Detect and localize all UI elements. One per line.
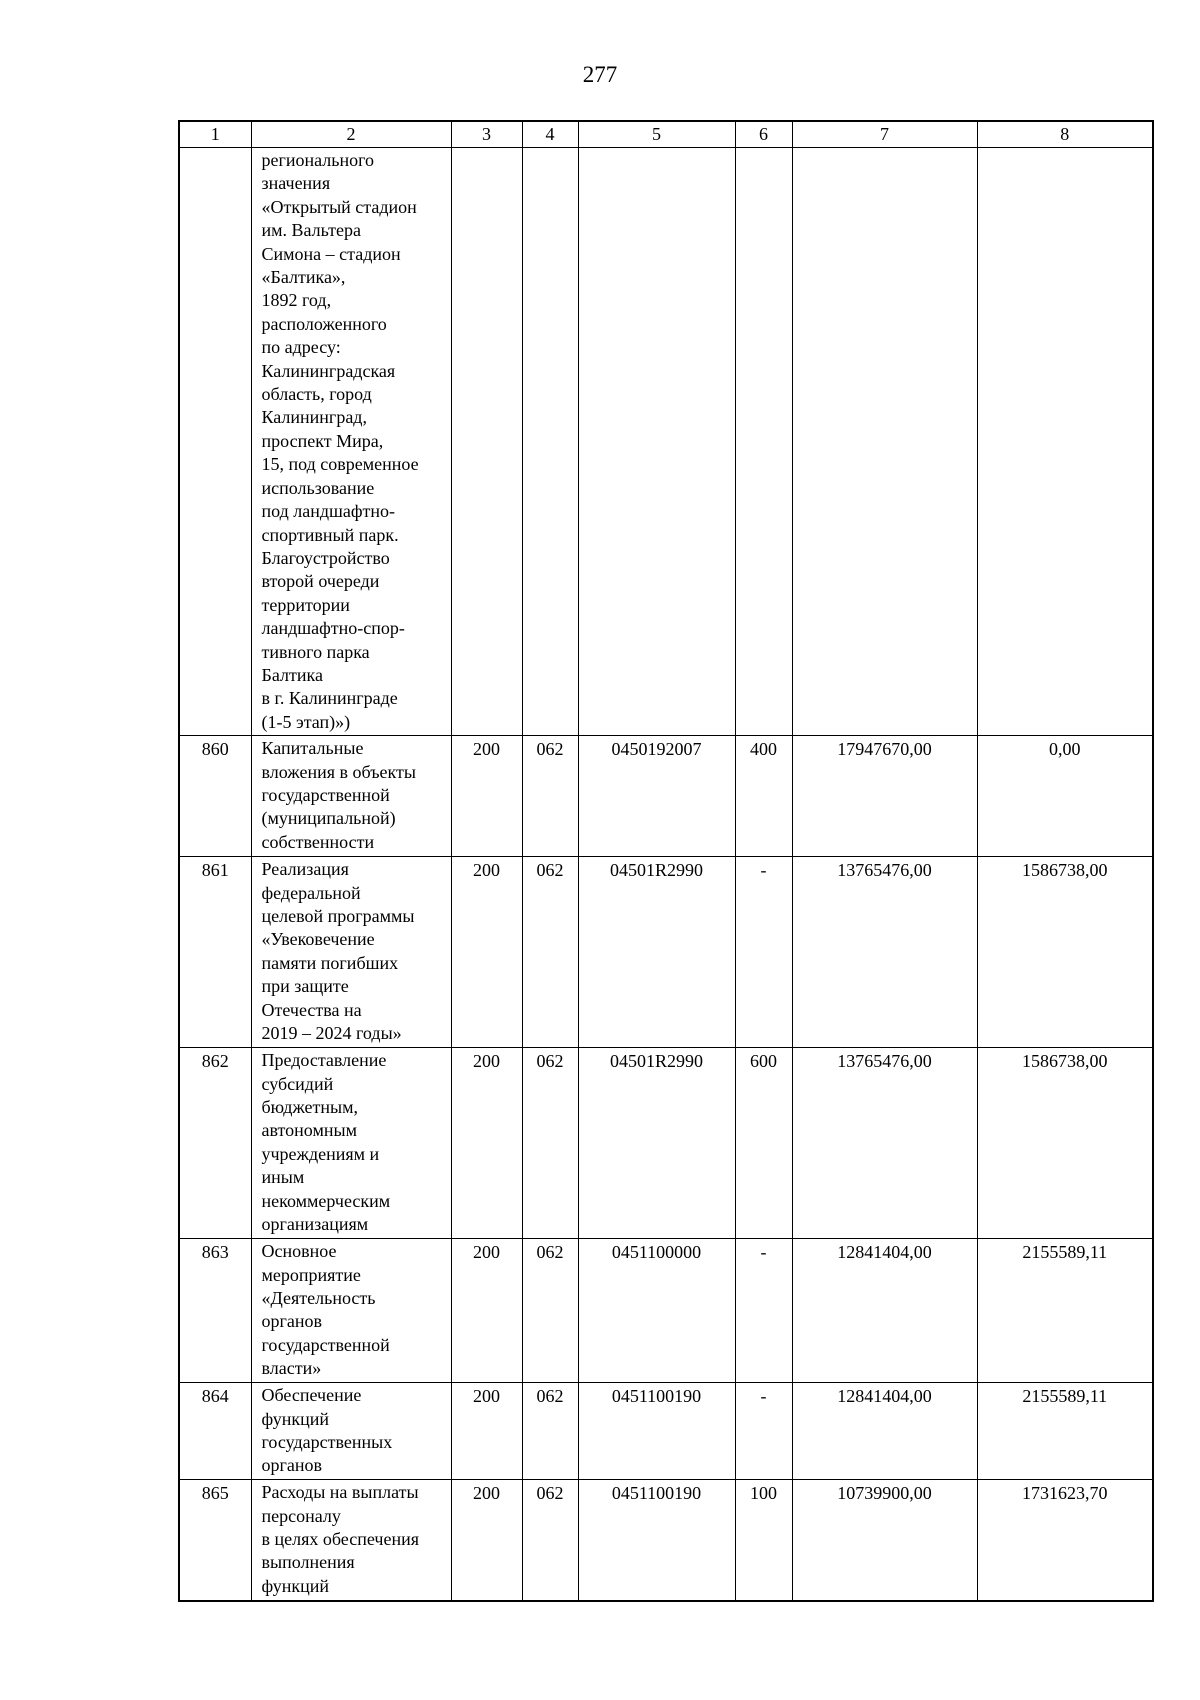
cell-col4: 062 xyxy=(522,1383,578,1480)
cell-col7: 13765476,00 xyxy=(792,857,977,1048)
cell-col6: 400 xyxy=(735,736,792,857)
column-header: 8 xyxy=(977,121,1153,148)
cell-col8: 1731623,70 xyxy=(977,1480,1153,1602)
cell-col3: 200 xyxy=(451,1048,522,1239)
column-header: 7 xyxy=(792,121,977,148)
cell-col3: 200 xyxy=(451,857,522,1048)
cell-col7: 13765476,00 xyxy=(792,1048,977,1239)
cell-col7: 12841404,00 xyxy=(792,1239,977,1383)
cell-col7: 10739900,00 xyxy=(792,1480,977,1602)
row-number-cell: 864 xyxy=(179,1383,251,1480)
cell-col8: 1586738,00 xyxy=(977,857,1153,1048)
cell-col6: - xyxy=(735,1239,792,1383)
cell-col4: 062 xyxy=(522,857,578,1048)
cell-col7: 17947670,00 xyxy=(792,736,977,857)
row-description-cell: Предоставление субсидий бюджетным, автономным учреждениям и иным некоммерческим организациям xyxy=(251,1048,451,1239)
row-number-cell: 860 xyxy=(179,736,251,857)
cell-col8: 1586738,00 xyxy=(977,1048,1153,1239)
cell-col7 xyxy=(792,148,977,736)
cell-col6: - xyxy=(735,1383,792,1480)
table-row-continuation xyxy=(179,148,1153,736)
budget-table xyxy=(178,120,1154,1602)
cell-col5: 0450192007 xyxy=(578,736,735,857)
cell-col4 xyxy=(522,148,578,736)
cell-col3: 200 xyxy=(451,736,522,857)
row-description-cell: Капитальные вложения в объекты государственной (муниципальной) собственности xyxy=(251,736,451,857)
cell-col3 xyxy=(451,148,522,736)
row-number-cell: 862 xyxy=(179,1048,251,1239)
row-description-cell: Обеспечение функций государственных органов xyxy=(251,1383,451,1480)
cell-col4: 062 xyxy=(522,1480,578,1602)
cell-col5: 0451100190 xyxy=(578,1480,735,1602)
cell-col3: 200 xyxy=(451,1383,522,1480)
cell-col3: 200 xyxy=(451,1239,522,1383)
cell-col4: 062 xyxy=(522,736,578,857)
table-row xyxy=(179,736,1153,857)
row-number-cell: 863 xyxy=(179,1239,251,1383)
cell-col3: 200 xyxy=(451,1480,522,1602)
cell-col8: 2155589,11 xyxy=(977,1239,1153,1383)
cell-col7: 12841404,00 xyxy=(792,1383,977,1480)
table-row xyxy=(179,1239,1153,1383)
cell-col5: 04501R2990 xyxy=(578,857,735,1048)
row-description-cell: Реализация федеральной целевой программы «Увековечение памяти погибших при защите Отечества на 2019 – 2024 годы» xyxy=(251,857,451,1048)
table-row xyxy=(179,857,1153,1048)
cell-col5: 0451100190 xyxy=(578,1383,735,1480)
cell-col6: 100 xyxy=(735,1480,792,1602)
table-row xyxy=(179,1480,1153,1602)
cell-col8: 2155589,11 xyxy=(977,1383,1153,1480)
row-number-cell: 865 xyxy=(179,1480,251,1602)
cell-col6: - xyxy=(735,857,792,1048)
cell-col4: 062 xyxy=(522,1048,578,1239)
column-header: 1 xyxy=(179,121,251,148)
row-number-cell xyxy=(179,148,251,736)
column-header: 6 xyxy=(735,121,792,148)
table-row xyxy=(179,1383,1153,1480)
column-header: 3 xyxy=(451,121,522,148)
column-header: 2 xyxy=(251,121,451,148)
table-row xyxy=(179,1048,1153,1239)
cell-col5: 04501R2990 xyxy=(578,1048,735,1239)
row-description-cell: регионального значения «Открытый стадион им. Вальтера Симона – стадион «Балтика», 1892 год, расположенного по адресу: Калининградская область, город Калининград, проспект Мира, 15, под современное использование под ландшафтно- спортивный парк. Благоустройство второй очереди территории ландшафтно-спор- тивного парка Балтика в г. Калининграде (1-5 этап)») xyxy=(251,148,451,736)
row-number-cell: 861 xyxy=(179,857,251,1048)
column-header: 4 xyxy=(522,121,578,148)
cell-col5 xyxy=(578,148,735,736)
cell-col4: 062 xyxy=(522,1239,578,1383)
cell-col6: 600 xyxy=(735,1048,792,1239)
cell-col5: 0451100000 xyxy=(578,1239,735,1383)
page-number: 277 xyxy=(582,62,618,87)
row-description-cell: Расходы на выплаты персоналу в целях обеспечения выполнения функций xyxy=(251,1480,451,1602)
cell-col6 xyxy=(735,148,792,736)
column-header: 5 xyxy=(578,121,735,148)
cell-col8 xyxy=(977,148,1153,736)
cell-col8: 0,00 xyxy=(977,736,1153,857)
row-description-cell: Основное мероприятие «Деятельность органов государственной власти» xyxy=(251,1239,451,1383)
table-header-row xyxy=(179,121,1153,148)
